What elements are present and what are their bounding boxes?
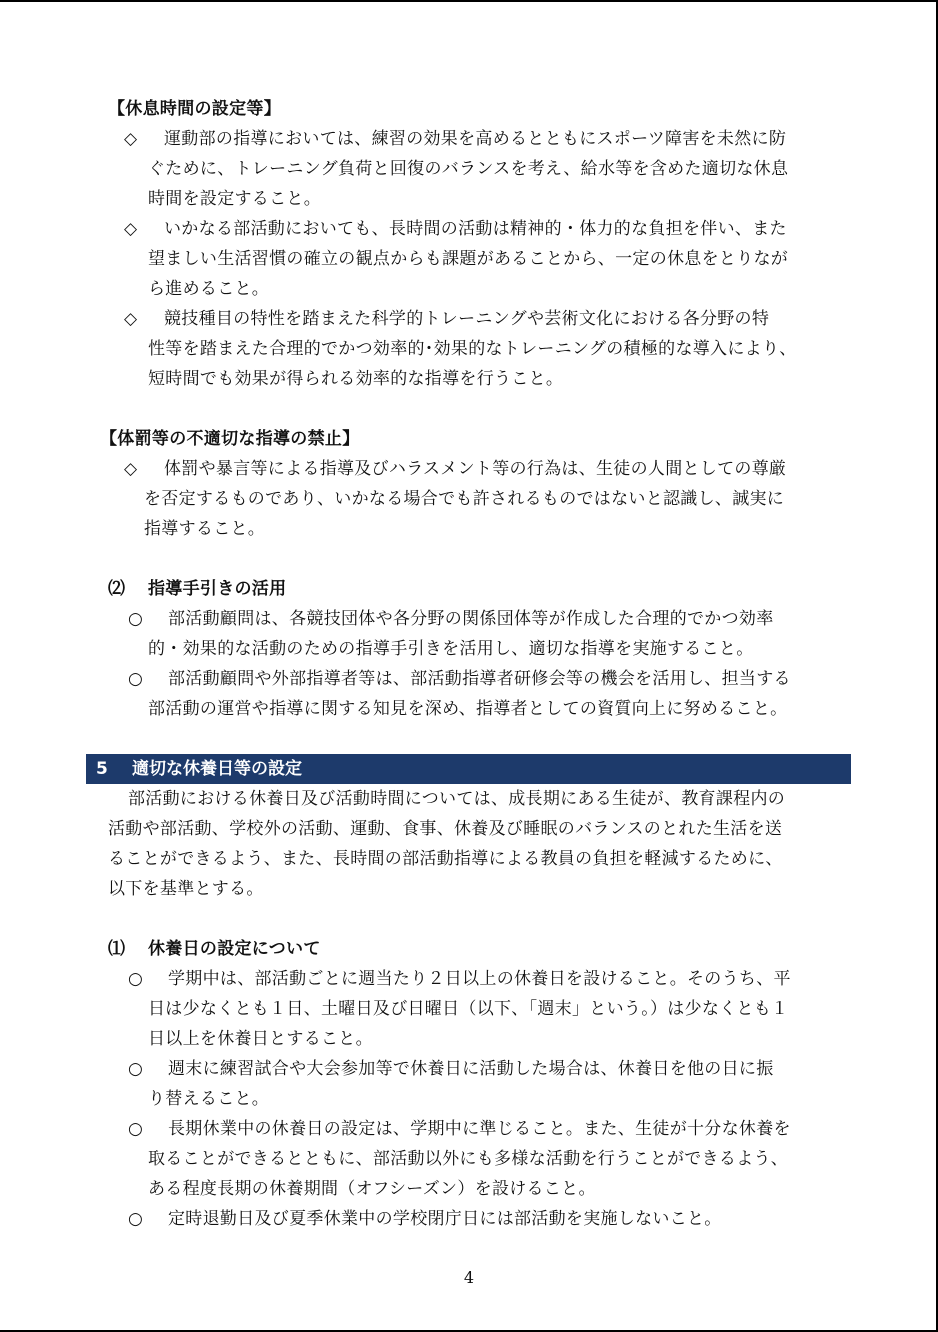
spacer [108, 394, 853, 424]
list-item [108, 604, 853, 664]
list-item [108, 964, 853, 1054]
text-line: 短時間でも効果が得られる効率的な指導を行うこと。 [148, 369, 564, 389]
text-line: 指導すること。 [144, 519, 266, 539]
text-line: 以下を基準とする。 [108, 879, 264, 899]
diamond-bullet-icon: ◇ [124, 219, 138, 239]
subsection-heading-rest-days [108, 934, 853, 964]
text-line: 時間を設定すること。 [148, 189, 321, 209]
text-line: ら進めること。 [148, 279, 270, 299]
circle-bullet-icon: ○ [128, 969, 143, 989]
text-line: 長期休業中の休養日の設定は、学期中に準じること。また、生徒が十分な休養を [168, 1119, 791, 1139]
section-banner [86, 754, 851, 784]
text-line: を否定するものであり、いかなる場合でも許されるものではないと認識し、誠実に [144, 489, 785, 509]
text-line: ある程度長期の休養期間（オフシーズン）を設けること。 [148, 1179, 596, 1199]
list-item [108, 124, 853, 214]
text-line: ぐために、トレーニング負荷と回復のバランスを考え、給水等を含めた適切な休息 [148, 159, 789, 179]
text-line: 部活動顧問は、各競技団体や各分野の関係団体等が作成した合理的でかつ効率 [168, 609, 774, 629]
circle-bullet-icon: ○ [128, 669, 143, 689]
list-item [108, 304, 853, 394]
list-item [108, 1114, 853, 1204]
section-number: 5 [96, 759, 108, 779]
section-heading-punishment: 【体罰等の不適切な指導の禁止】 [100, 429, 360, 449]
text-line: 日以上を休養日とすること。 [148, 1029, 373, 1049]
circle-bullet-icon: ○ [128, 1059, 143, 1079]
text-line: 週末に練習試合や大会参加等で休養日に活動した場合は、休養日を他の日に振 [168, 1059, 774, 1079]
text-line: 学期中は、部活動ごとに週当たり２日以上の休養日を設けること。そのうち、平 [168, 969, 791, 989]
diamond-bullet-icon: ◇ [124, 309, 138, 329]
circle-bullet-icon: ○ [128, 609, 143, 629]
text-line: 性等を踏まえた合理的でかつ効率的･効果的なトレーニングの積極的な導入により、 [148, 339, 797, 359]
spacer [108, 544, 853, 574]
text-line: 体罰や暴言等による指導及びハラスメント等の行為は、生徒の人間としての尊厳 [164, 459, 787, 479]
subsection-title: 指導手引きの活用 [148, 579, 287, 599]
subsection-number: ⑵ [108, 579, 126, 599]
diamond-bullet-icon: ◇ [124, 459, 138, 479]
section-title: 適切な休養日等の設定 [132, 759, 302, 779]
text-line: 定時退勤日及び夏季休業中の学校閉庁日には部活動を実施しないこと。 [168, 1209, 722, 1229]
list-item [108, 664, 853, 724]
text-line: 競技種目の特性を踏まえた科学的トレーニングや芸術文化における各分野の特 [164, 309, 770, 329]
list-item [108, 1204, 853, 1234]
circle-bullet-icon: ○ [128, 1209, 143, 1229]
text-line: 的・効果的な活動のための指導手引きを活用し、適切な指導を実施すること。 [148, 639, 754, 659]
spacer [108, 904, 853, 934]
intro-paragraph [108, 784, 853, 904]
text-line: ることができるよう、また、長時間の部活動指導による教員の負担を軽減するために、 [108, 849, 783, 869]
section-heading-rest-time: 【休息時間の設定等】 [108, 99, 281, 119]
text-line: 運動部の指導においては、練習の効果を高めるとともにスポーツ障害を未然に防 [164, 129, 787, 149]
subsection-number: ⑴ [108, 939, 126, 959]
text-line: 部活動の運営や指導に関する知見を深め、指導者としての資質向上に努めること。 [148, 699, 788, 719]
text-line: 部活動顧問や外部指導者等は、部活動指導者研修会等の機会を活用し、担当する [168, 669, 791, 689]
list-item [108, 1054, 853, 1114]
text-line: いかなる部活動においても、長時間の活動は精神的・体力的な負担を伴い、また [164, 219, 787, 239]
page-content [96, 94, 853, 1234]
list-item [108, 214, 853, 304]
text-line: 日は少なくとも１日、土曜日及び日曜日（以下、「週末」という。）は少なくとも１ [148, 999, 789, 1019]
diamond-bullet-icon: ◇ [124, 129, 138, 149]
list-item [108, 454, 853, 544]
text-line: 取ることができるとともに、部活動以外にも多様な活動を行うことができるよう、 [148, 1149, 789, 1169]
page-number: 4 [463, 1268, 475, 1287]
spacer [108, 724, 853, 754]
text-line: 活動や部活動、学校外の活動、運動、食事、休養及び睡眠のバランスのとれた生活を送 [108, 819, 783, 839]
text-line: 部活動における休養日及び活動時間については、成長期にある生徒が、教育課程内の [128, 789, 786, 809]
subsection-title: 休養日の設定について [148, 939, 321, 959]
text-line: り替えること。 [148, 1089, 270, 1109]
circle-bullet-icon: ○ [128, 1119, 143, 1139]
subsection-heading-guide [108, 574, 853, 604]
text-line: 望ましい生活習慣の確立の観点からも課題があることから、一定の休息をとりなが [148, 249, 789, 269]
